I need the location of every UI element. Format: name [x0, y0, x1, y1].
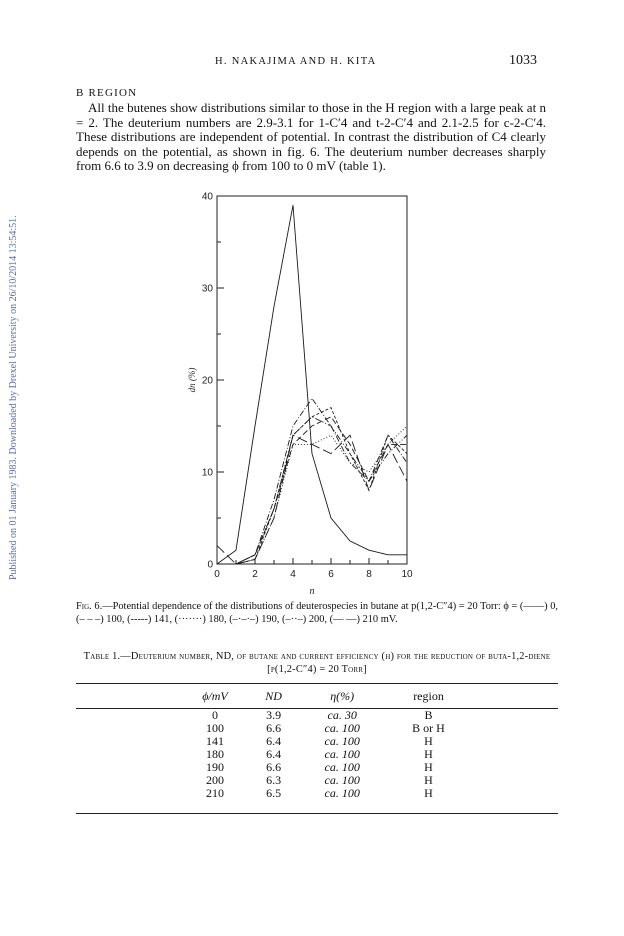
cell-nd: 6.6 — [266, 721, 282, 735]
cell-eta: ca. 100 — [324, 786, 360, 800]
y-tick-label: 40 — [201, 191, 213, 203]
cell-phi: 180 — [205, 747, 224, 761]
header-phi: ϕ/mV — [202, 688, 228, 703]
table-title-text: —Deuterium number, ND, of butane and current efficiency (η) for the reduction of buta-1,2-diene [p(1,2-C″4) = 20 Torr] — [120, 651, 551, 675]
cell-eta: ca. 100 — [324, 747, 360, 761]
series-line-180-mV — [217, 426, 407, 564]
running-title: H. NAKAJIMA AND H. KITA — [215, 56, 377, 67]
x-axis-label: n — [309, 586, 315, 597]
deuterium-distribution-chart — [180, 188, 440, 608]
table-header-row — [180, 683, 470, 709]
cell-eta: ca. 100 — [324, 721, 360, 735]
y-tick-label: 30 — [201, 283, 213, 295]
y-tick-label: 20 — [201, 375, 213, 387]
table-body — [180, 709, 470, 800]
series-line-190-mV — [217, 398, 407, 564]
cell-eta: ca. 100 — [324, 773, 360, 787]
series-line-0-mV — [217, 205, 407, 564]
cell-phi: 200 — [205, 773, 224, 787]
header-region: region — [413, 688, 444, 703]
cell-region: B or H — [412, 721, 445, 735]
table-title — [76, 650, 558, 676]
download-watermark: Published on 01 January 1983. Downloaded by Drexel University on 26/10/2014 13:54:51. — [8, 215, 19, 580]
cell-nd: 6.5 — [266, 786, 282, 800]
header-nd: ND — [265, 688, 282, 703]
table-row — [180, 787, 470, 800]
x-tick-label: 2 — [252, 569, 258, 580]
cell-nd: 6.6 — [266, 760, 282, 774]
cell-phi: 100 — [205, 721, 224, 735]
cell-region: H — [424, 760, 433, 774]
page-header — [0, 53, 624, 76]
x-tick-label: 0 — [214, 569, 220, 580]
y-tick-label: 0 — [207, 559, 213, 571]
cell-nd: 6.4 — [266, 747, 282, 761]
section-heading: B REGION — [76, 87, 138, 99]
y-tick-label: 10 — [201, 467, 213, 479]
x-tick-label: 10 — [401, 569, 413, 580]
y-axis-label: dn (%) — [187, 367, 197, 393]
cell-region: H — [424, 786, 433, 800]
plot-area — [187, 192, 413, 598]
body-paragraph — [76, 101, 546, 174]
paragraph-text: All the butenes show distributions similar to those in the H region with a large peak at n = 2. The deuterium numbers are 2.9-3.1 for 1-C′4 and t-2-C′4 and 2.1-2.5 for c-2-C′4. These distributions are independent of potential. In contrast the distribution of C4 clearly depends on the potential, as shown in fig. 6. The deuterium number decreases sharply from 6.6 to 3.9 on decreasing ϕ from 100 to 0 mV (table 1). — [76, 100, 546, 174]
plot-frame — [217, 196, 407, 564]
cell-nd: 3.9 — [266, 708, 282, 722]
cell-region: H — [424, 773, 433, 787]
cell-region: H — [424, 747, 433, 761]
cell-nd: 6.3 — [266, 773, 282, 787]
x-tick-label: 6 — [328, 569, 334, 580]
cell-region: H — [424, 734, 433, 748]
figure-caption — [76, 600, 558, 626]
page-number: 1033 — [509, 53, 537, 68]
cell-phi: 210 — [205, 786, 224, 800]
cell-eta: ca. 30 — [327, 708, 357, 722]
table-bottom-rule — [76, 813, 558, 814]
cell-region: B — [424, 708, 433, 722]
figure-label: Fig. 6. — [76, 601, 103, 612]
cell-nd: 6.4 — [266, 734, 282, 748]
cell-phi: 190 — [205, 760, 224, 774]
header-eta: η(%) — [330, 688, 355, 703]
cell-eta: ca. 100 — [324, 760, 360, 774]
x-tick-label: 8 — [366, 569, 372, 580]
x-tick-label: 4 — [290, 569, 296, 580]
cell-eta: ca. 100 — [324, 734, 360, 748]
table-label: Table 1. — [83, 651, 121, 662]
cell-phi: 0 — [211, 708, 218, 722]
figure-caption-text: —Potential dependence of the distributions of deuterospecies in butane at p(1,2-C″4) = 20 Torr: ϕ = (——) 0, (– – –) 100, (-----) 141, (·······) 180, (–·–·–) 190, (–··–) 200, (— —) 210 mV. — [76, 601, 558, 625]
deuterium-number-table — [180, 683, 470, 800]
cell-phi: 141 — [205, 734, 224, 748]
